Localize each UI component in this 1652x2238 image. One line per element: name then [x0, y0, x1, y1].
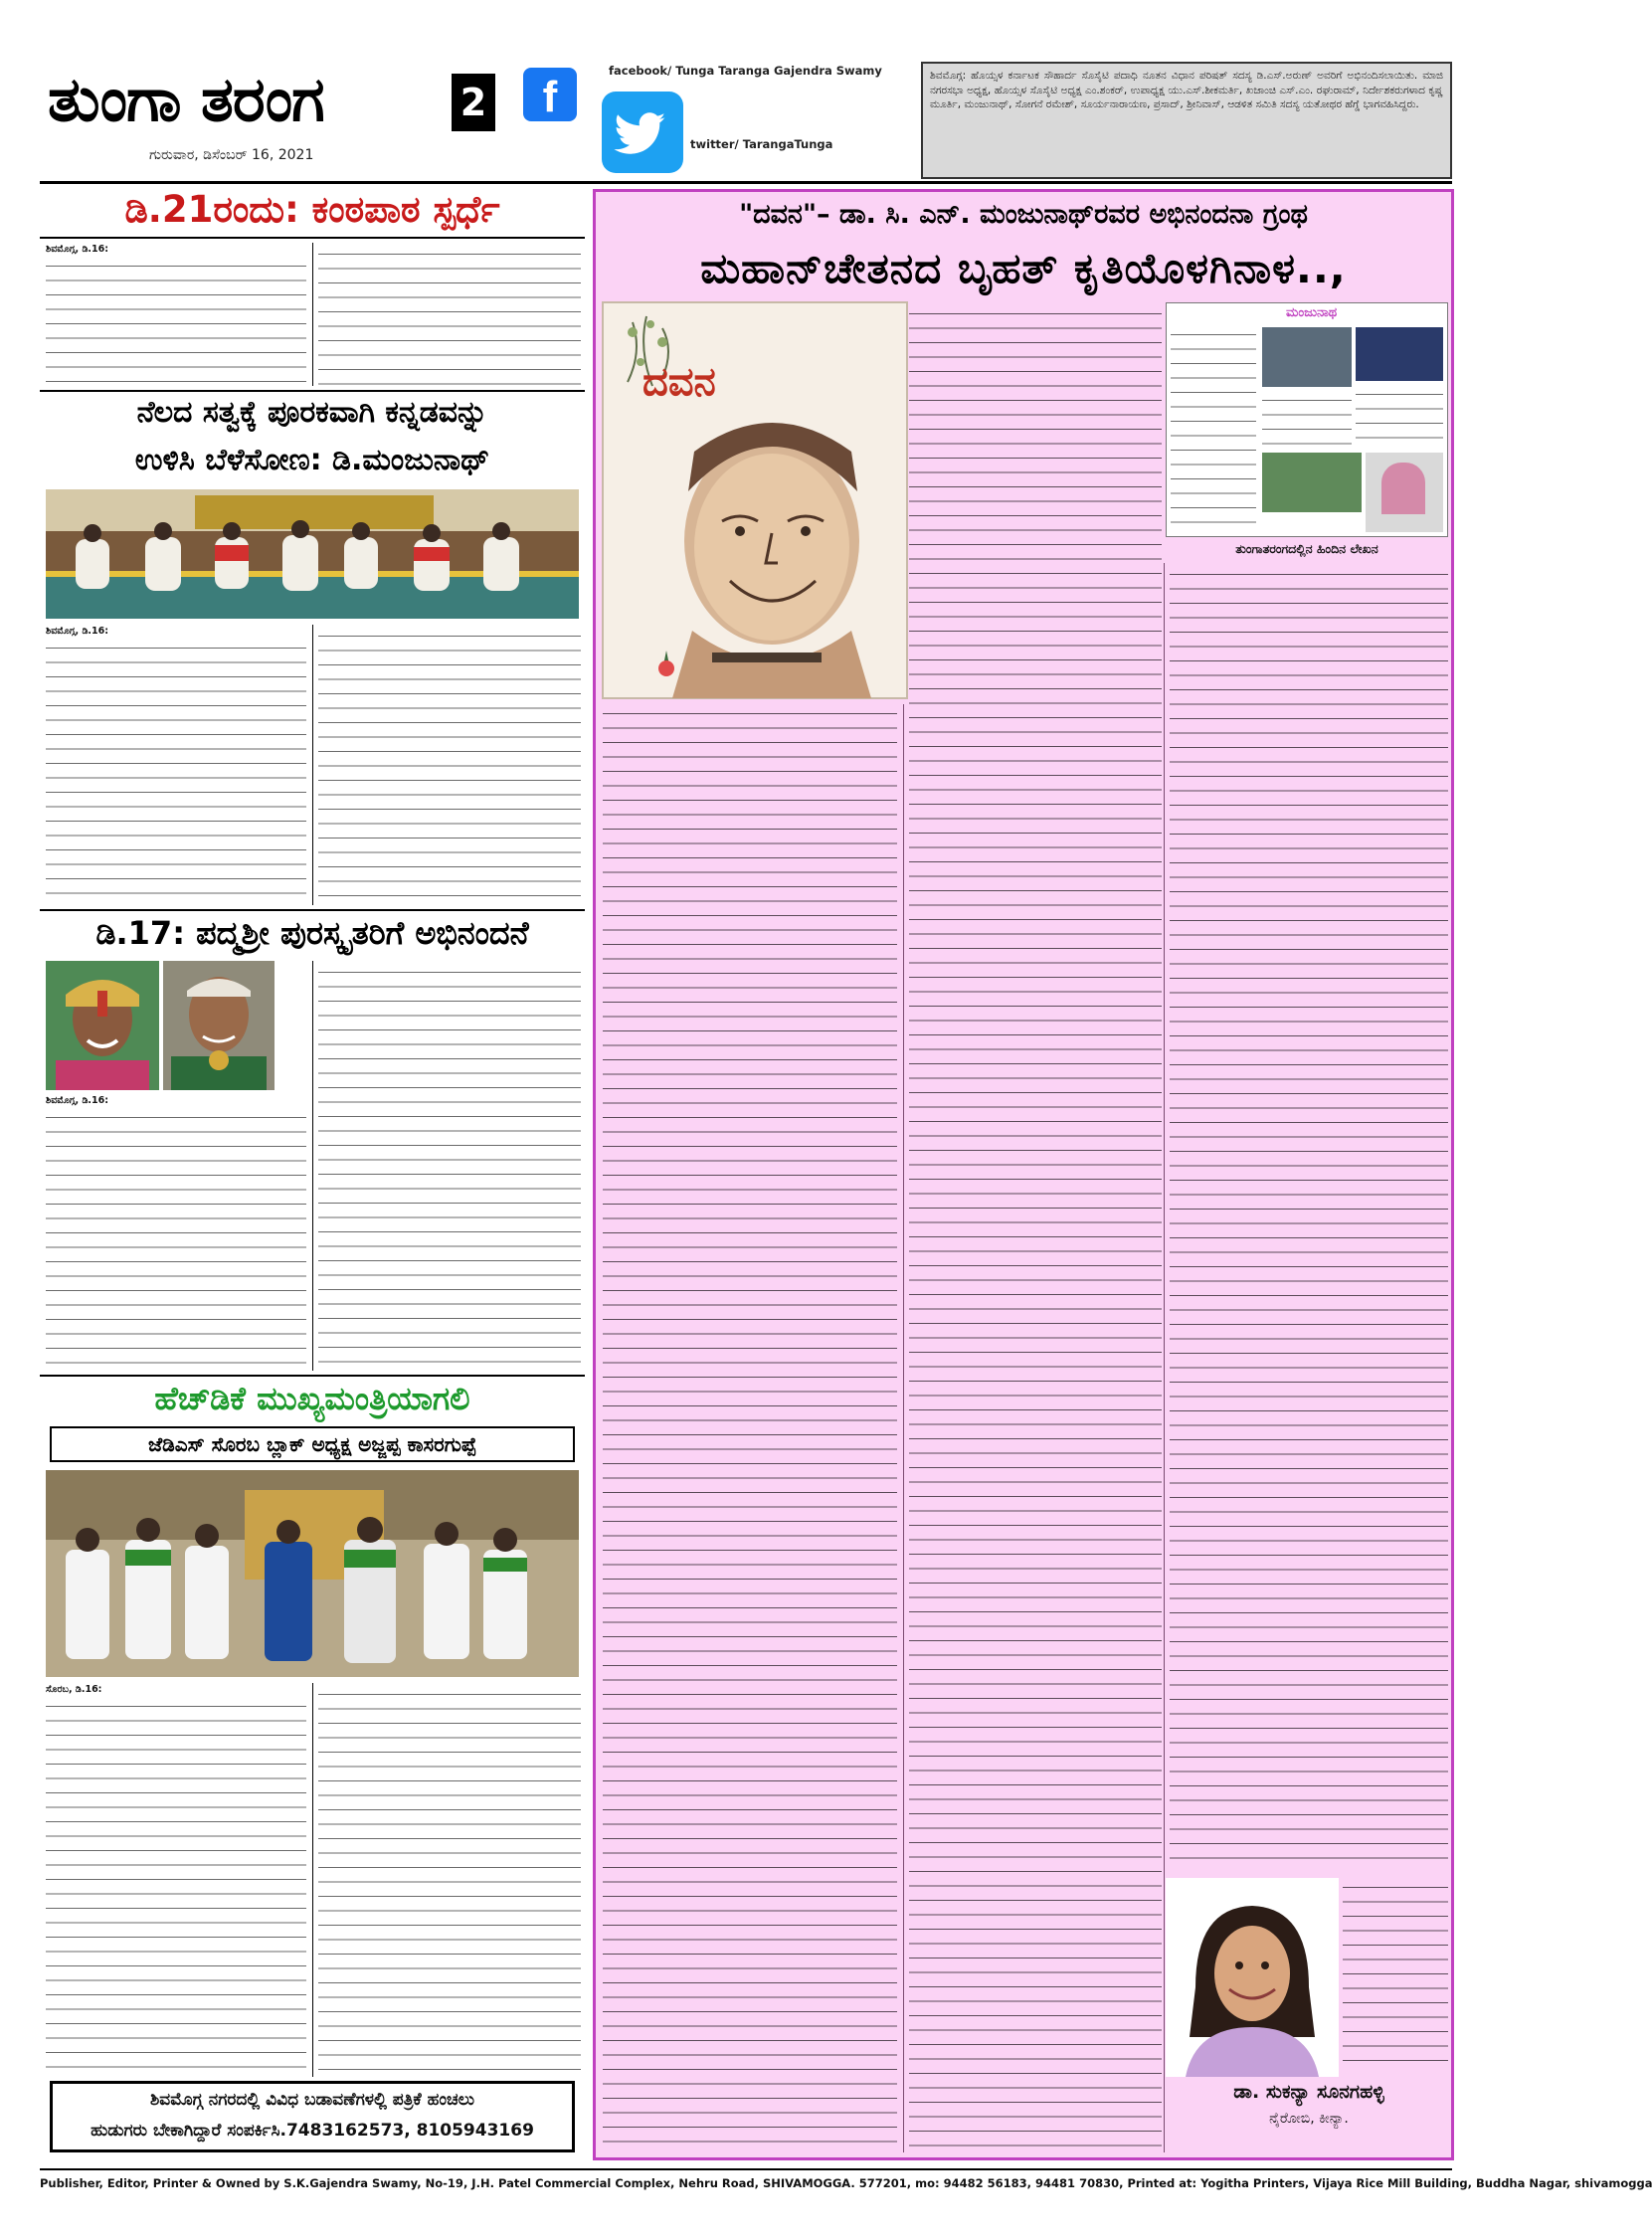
story3-column-2 [318, 963, 581, 1371]
twitter-handle[interactable]: twitter/ TarangaTunga [690, 137, 833, 151]
story3-headline: ಡಿ.17: ಪದ್ಮಶ್ರೀ ಪುರಸ್ಕೃತರಿಗೆ ಅಭಿನಂದನೆ [95, 914, 529, 952]
footer-imprint: Publisher, Editor, Printer & Owned by S.K.Gajendra Swamy, No-19, J.H. Patel Commercial Complex, Nehru Road, SHIVAMOGGA. 577201, mo: 94482 56183, 94481 70830, Printed at: Yogitha Printers, Vijaya Rice Mill Building, Buddha Nagar, shivamogga [40, 2176, 1652, 2190]
divider [40, 237, 585, 239]
story2-column-2 [318, 627, 581, 905]
page-number: 2 [452, 74, 495, 131]
feature-column-1 [603, 704, 897, 2152]
divider [312, 625, 313, 905]
masthead-rule [40, 181, 1452, 184]
feature-kicker: "ದವನ"– ಡಾ. ಸಿ. ಎನ್. ಮಂಜುನಾಥ್‌ರವರ ಅಭಿನಂದನಾ ಗ್ರಂಥ [739, 199, 1308, 230]
divider [40, 390, 585, 392]
story4-subhead [50, 1426, 575, 1462]
story4-subhead-text: ಜೆಡಿಎಸ್ ಸೊರಬ ಬ್ಲಾಕ್ ಅಧ್ಯಕ್ಷ ಅಜ್ಜಪ್ಪ ಕಾಸರಗುಪ್ಪೆ [147, 1432, 477, 1456]
news-box [921, 62, 1452, 179]
padmashri-photo-1 [46, 961, 159, 1090]
story1-column-2 [318, 245, 581, 386]
story4-column-2 [318, 1685, 581, 2077]
inset-caption: ತುಂಗಾತರಂಗದಲ್ಲಿನ ಹಿಂದಿನ ಲೇಖನ [1235, 541, 1378, 556]
news-box-text: ಶಿವಮೊಗ್ಗ: ಹೊಯ್ಸಳ ಕರ್ನಾಟಕ ಸೌಹಾರ್ದ ಸೊಸೈಟಿ ಪದಾಧಿ ನೂತನ ವಿಧಾನ ಪರಿಷತ್ ಸದಸ್ಯ ಡಿ.ಎಸ್.ಅರುಣ್ ಅವರಿಗೆ ಅಭಿನಂದಿಸಲಾಯಿತು. ಮಾಜಿ ನಗರಸಭಾ ಅಧ್ಯಕ್ಷ, ಹೊಯ್ಸಳ ಸೊಸೈಟಿ ಅಧ್ಯಕ್ಷ ಎಂ.ಶಂಕರ್, ಉಪಾಧ್ಯಕ್ಷ ಯು.ಎಸ್.ಶೀಕಮರ್ತಿ, ಖಜಾಂಚಿ ಎಸ್.ಎಂ. ರಘುರಾಮ್, ನಿರ್ದೇಶಕರುಗಳಾದ ಕೃಷ್ಣ ಮೂರ್ತಿ, ಮಂಜುನಾಥ್, ಸೋಗನೆ ರಮೇಶ್, ಸೂರ್ಯನಾರಾಯಣ, ಪ್ರಸಾದ್, ಶ್ರೀನಿವಾಸ್, ಆಡಳಿತ ಸಮಿತಿ ಸದಸ್ಯ ಯತೋಥರ ಹೆಗ್ಡೆ ಭಾಗವಹಿಸಿದ್ದರು. [930, 70, 1443, 110]
masthead-title: ತುಂಗಾ ತರಂಗ [48, 63, 324, 135]
inset-masthead: ಮಂಜುನಾಥ [1286, 305, 1338, 320]
feature-headline: ಮಹಾನ್‌ಚೇತನದ ಬೃಹತ್ ಕೃತಿಯೊಳಗಿನಾಳ.., [700, 244, 1347, 292]
story1-column-1 [46, 257, 306, 386]
feature-column-2 [909, 304, 1162, 2152]
story4-photo [46, 1470, 579, 1677]
feature-column-3b [1343, 1878, 1448, 2073]
author-place: ನೈರೋಬಿ, ಕೀನ್ಯಾ. [1269, 2111, 1349, 2127]
author-photo [1166, 1878, 1339, 2077]
masthead-date: ಗುರುವಾರ, ಡಿಸೆಂಬರ್ 16, 2021 [149, 147, 314, 163]
story4-column-1 [46, 1697, 306, 2075]
inset-clipping [1166, 302, 1448, 537]
facebook-icon[interactable]: f [523, 68, 577, 121]
divider [312, 243, 313, 386]
book-cover-title: ದವನ [642, 358, 716, 405]
story4-dateline: ಸೊರಬ, ಡಿ.16: [46, 1684, 102, 1695]
divider [1164, 563, 1165, 2152]
facebook-handle[interactable]: facebook/ Tunga Taranga Gajendra Swamy [609, 64, 882, 78]
twitter-icon[interactable] [602, 92, 683, 173]
padmashri-photo-2 [163, 961, 275, 1090]
story4-headline: ಹೆಚ್‌ಡಿಕೆ ಮುಖ್ಯಮಂತ್ರಿಯಾಗಲಿ [154, 1380, 470, 1417]
footer-rule [40, 2168, 1452, 2170]
story2-dateline: ಶಿವಮೊಗ್ಗ, ಡಿ.16: [46, 626, 109, 637]
story2-photo [46, 489, 579, 619]
story3-column-1 [46, 1108, 306, 1369]
divider [40, 1375, 585, 1377]
divider [903, 704, 904, 2152]
story2-headline-1: ನೆಲದ ಸತ್ವಕ್ಕೆ ಪೂರಕವಾಗಿ ಕನ್ನಡವನ್ನು [136, 395, 488, 430]
story2-column-1 [46, 639, 306, 903]
divider [40, 909, 585, 911]
promo-box [50, 2081, 575, 2152]
book-cover [603, 302, 907, 698]
feature-column-3 [1170, 565, 1448, 1870]
divider [312, 961, 313, 1371]
story1-headline: ಡಿ.21ರಂದು: ಕಂಠಪಾಠ ಸ್ಪರ್ಧೆ [124, 188, 500, 231]
author-name: ಡಾ. ಸುಕನ್ಯಾ ಸೂನಗಹಳ್ಳಿ [1233, 2081, 1384, 2103]
divider [312, 1683, 313, 2077]
story3-dateline: ಶಿವಮೊಗ್ಗ, ಡಿ.16: [46, 1095, 109, 1106]
promo-line1: ಶಿವಮೊಗ್ಗ ನಗರದಲ್ಲಿ ವಿವಿಧ ಬಡಾವಣೆಗಳಲ್ಲಿ ಪತ್ರಿಕೆ ಹಂಚಲು [149, 2090, 475, 2110]
promo-line2: ಹುಡುಗರು ಬೇಕಾಗಿದ್ದಾರೆ ಸಂಪರ್ಕಿಸಿ.7483162573, 8105943169 [91, 2121, 534, 2141]
story2-headline-2: ಉಳಿಸಿ ಬೆಳೆಸೋಣ: ಡಿ.ಮಂಜುನಾಥ್ [134, 443, 490, 477]
story1-dateline: ಶಿವಮೊಗ್ಗ, ಡಿ.16: [46, 244, 109, 255]
